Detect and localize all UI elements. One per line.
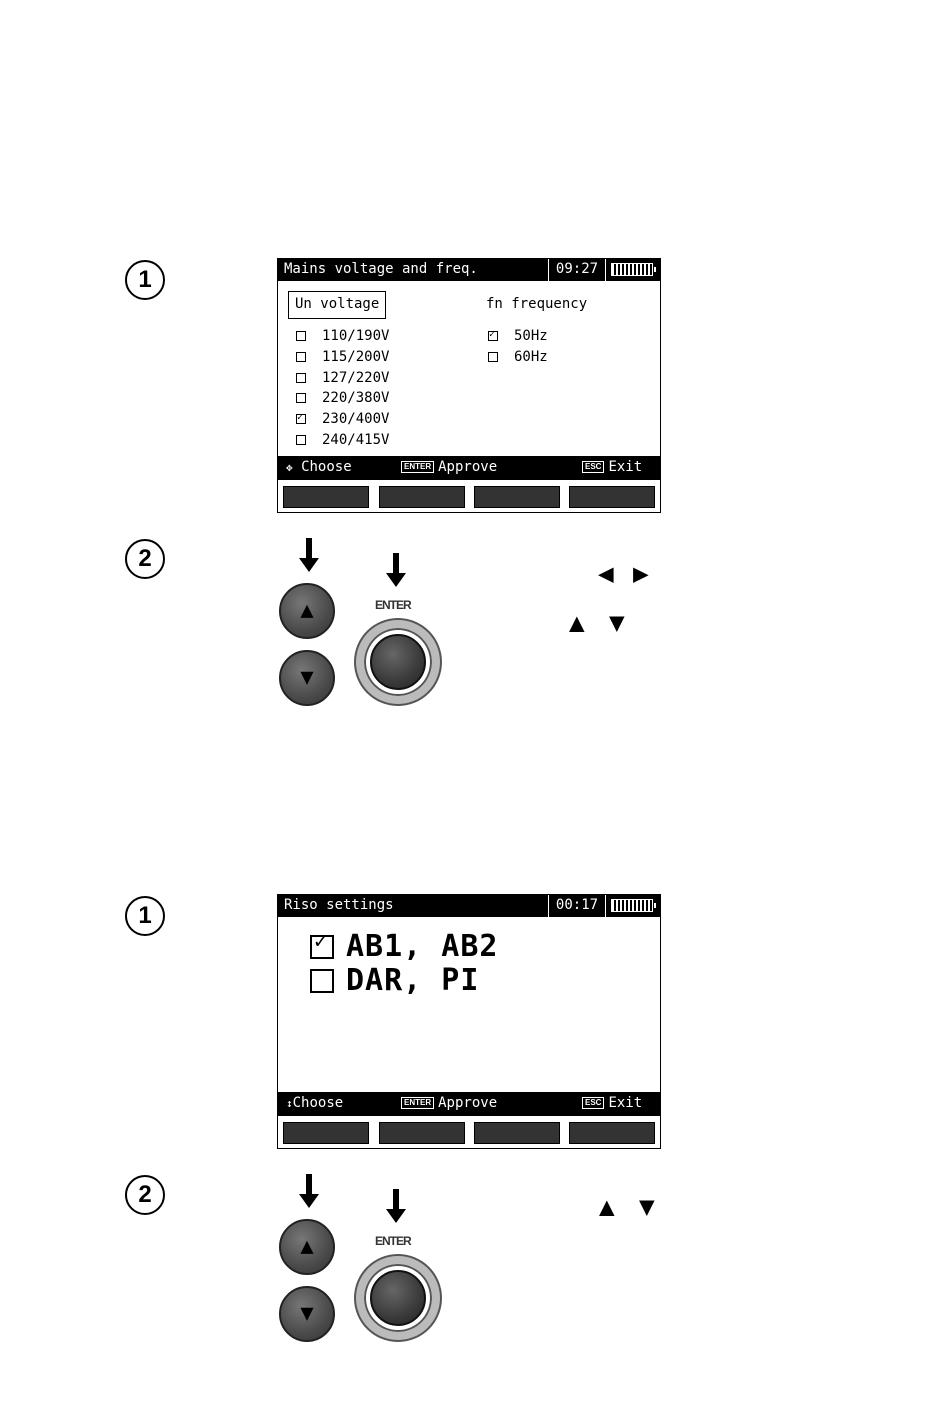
soft-key-4[interactable]	[569, 486, 655, 508]
battery-icon	[611, 263, 653, 276]
voltage-option[interactable]: 110/190V	[296, 328, 389, 344]
step-1-marker: 1	[125, 896, 165, 936]
frequency-option-selected[interactable]: ✓50Hz	[488, 328, 548, 344]
step-2-marker: 2	[125, 539, 165, 579]
left-arrow-icon: ◀	[598, 559, 614, 589]
checkbox-checked-icon[interactable]	[310, 935, 334, 959]
esc-key-icon: ESC	[582, 461, 604, 473]
four-way-arrow-icon: ✥	[286, 461, 293, 474]
up-button[interactable]: ▲	[279, 583, 335, 639]
press-arrow-icon	[393, 1189, 399, 1211]
enter-button[interactable]	[356, 1256, 440, 1340]
enter-label: ENTER	[375, 598, 411, 612]
soft-key-2[interactable]	[379, 1122, 465, 1144]
soft-key-4[interactable]	[569, 1122, 655, 1144]
screen-title: Riso settings	[284, 897, 394, 913]
voltage-option[interactable]: 220/380V	[296, 390, 389, 406]
voltage-option[interactable]: 240/415V	[296, 432, 389, 448]
mains-voltage-screen	[277, 258, 661, 513]
up-arrow-icon: ▲	[599, 1192, 615, 1222]
checkbox-icon[interactable]	[296, 435, 306, 445]
checkbox-icon[interactable]	[488, 352, 498, 362]
approve-hint: ENTER Approve	[401, 459, 497, 475]
down-arrow-icon: ▼	[639, 1192, 655, 1222]
step-2-marker: 2	[125, 1175, 165, 1215]
enter-key-icon: ENTER	[401, 1097, 434, 1109]
checkbox-icon[interactable]	[296, 352, 306, 362]
enter-button[interactable]	[356, 620, 440, 704]
down-arrow-icon: ▼	[609, 608, 625, 638]
right-arrow-icon: ▶	[633, 559, 649, 589]
riso-settings-screen	[277, 894, 661, 1149]
soft-key-1[interactable]	[283, 1122, 369, 1144]
enter-label: ENTER	[375, 1234, 411, 1248]
up-button[interactable]: ▲	[279, 1219, 335, 1275]
enter-key-icon: ENTER	[401, 461, 434, 473]
soft-key-1[interactable]	[283, 486, 369, 508]
soft-key-3[interactable]	[474, 1122, 560, 1144]
checkbox-icon[interactable]	[310, 969, 334, 993]
voltage-option[interactable]: 127/220V	[296, 370, 389, 386]
clock: 00:17	[548, 895, 606, 917]
down-button[interactable]: ▼	[279, 1286, 335, 1342]
exit-hint: ESC Exit	[582, 1095, 642, 1111]
soft-key-2[interactable]	[379, 486, 465, 508]
screen-title: Mains voltage and freq.	[284, 261, 478, 277]
approve-hint: ENTER Approve	[401, 1095, 497, 1111]
riso-option-selected[interactable]: ✓AB1, AB2	[310, 929, 499, 964]
up-down-arrow-icon: ↕	[286, 1097, 293, 1110]
checkbox-icon[interactable]	[296, 331, 306, 341]
enter-button-core	[370, 634, 426, 690]
title-bar	[278, 895, 660, 917]
choose-hint: ✥ Choose	[286, 459, 352, 475]
footer-bar	[278, 456, 660, 480]
footer-bar	[278, 1092, 660, 1116]
checkbox-icon[interactable]	[296, 373, 306, 383]
up-arrow-icon: ▲	[569, 608, 585, 638]
press-arrow-icon	[306, 538, 312, 560]
down-button[interactable]: ▼	[279, 650, 335, 706]
voltage-option[interactable]: 115/200V	[296, 349, 389, 365]
clock: 09:27	[548, 259, 606, 281]
checkbox-icon[interactable]	[296, 393, 306, 403]
un-voltage-header[interactable]: Un voltage	[288, 291, 386, 319]
soft-key-3[interactable]	[474, 486, 560, 508]
frequency-option[interactable]: 60Hz	[488, 349, 548, 365]
press-arrow-icon	[306, 1174, 312, 1196]
enter-button-core	[370, 1270, 426, 1326]
exit-hint: ESC Exit	[582, 459, 642, 475]
step-1-marker: 1	[125, 260, 165, 300]
riso-option[interactable]: DAR, PI	[310, 963, 479, 998]
checkbox-checked-icon[interactable]	[488, 331, 498, 341]
battery-icon	[611, 899, 653, 912]
esc-key-icon: ESC	[582, 1097, 604, 1109]
checkbox-checked-icon[interactable]	[296, 414, 306, 424]
fn-frequency-header[interactable]: fn frequency	[486, 296, 588, 312]
voltage-option-selected[interactable]: ✓230/400V	[296, 411, 389, 427]
choose-hint: ↕Choose	[286, 1095, 344, 1111]
title-bar	[278, 259, 660, 281]
press-arrow-icon	[393, 553, 399, 575]
